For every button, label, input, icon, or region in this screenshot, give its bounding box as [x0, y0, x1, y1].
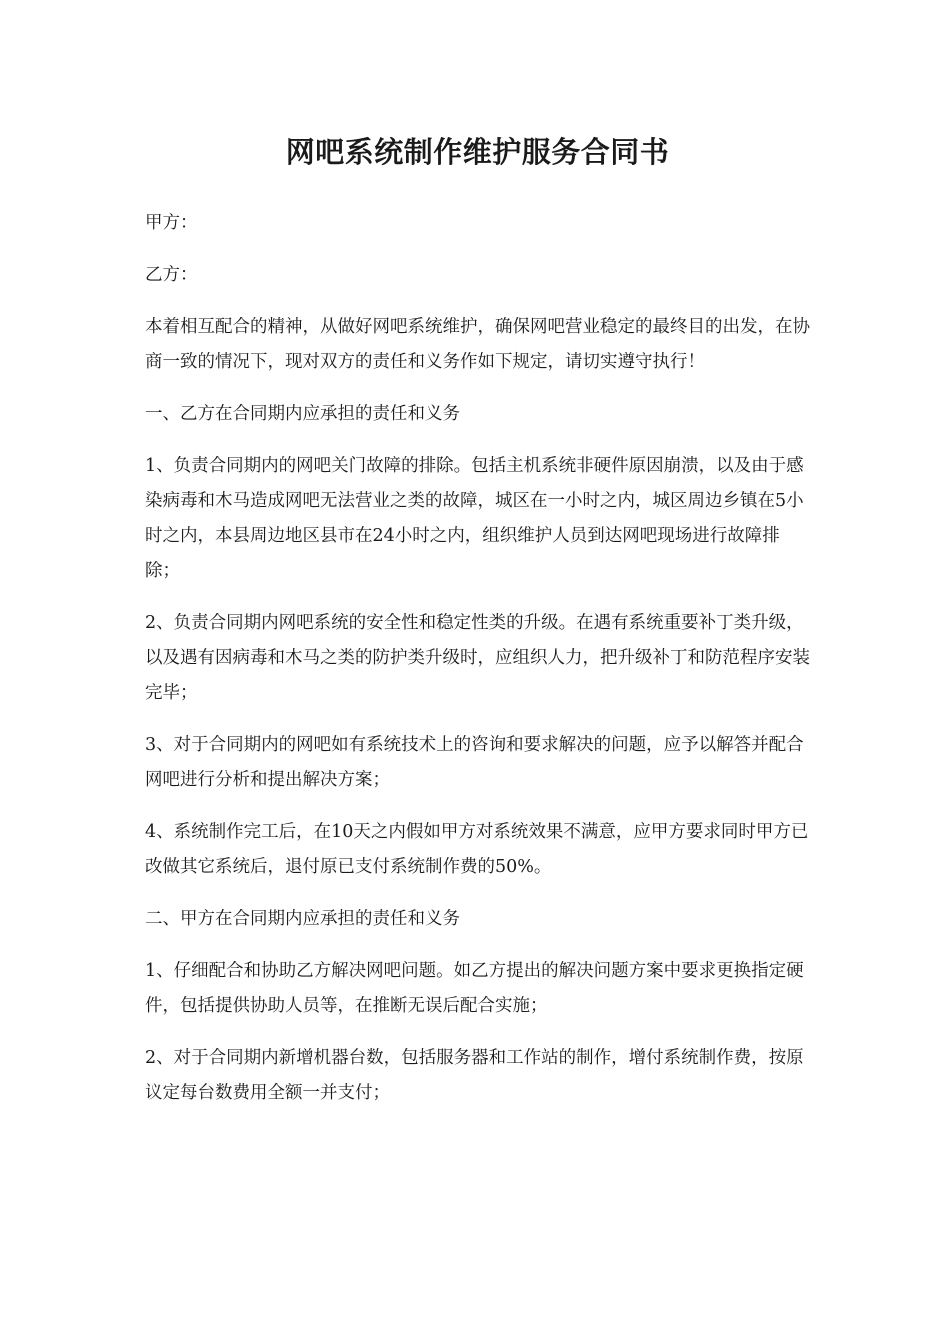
clause-2-2: 2、对于合同期内新增机器台数，包括服务器和工作站的制作，增付系统制作费，按原议定每台数费用全额一并支付；: [145, 1048, 804, 1103]
clause-2-1: 1、仔细配合和协助乙方解决网吧问题。如乙方提出的解决问题方案中要求更换指定硬件，包括提供协助人员等，在推断无误后配合实施；: [145, 961, 804, 1016]
section-heading-1: 一、乙方在合同期内应承担的责任和义务: [145, 404, 460, 424]
clause-1-1: 1、负责合同期内的网吧关门故障的排除。包括主机系统非硬件原因崩溃，以及由于感染病毒和木马造成网吧无法营业之类的故障，城区在一小时之内，城区周边乡镇在5小时之内，本县周边地区县市在24小时之内，组织维护人员到达网吧现场进行故障排除；: [145, 456, 804, 581]
clause-1-3: 3、对于合同期内的网吧如有系统技术上的咨询和要求解决的问题，应予以解答并配合网吧进行分析和提出解决方案；: [145, 735, 804, 790]
party-b-line: 乙方：: [145, 265, 198, 285]
section-heading-2: 二、甲方在合同期内应承担的责任和义务: [145, 909, 460, 929]
clause-1-2: 2、负责合同期内网吧系统的安全性和稳定性类的升级。在遇有系统重要补丁类升级，以及遇有因病毒和木马之类的防护类升级时，应组织人力，把升级补丁和防范程序安装完毕；: [145, 613, 810, 703]
clause-1-4: 4、系统制作完工后，在10天之内假如甲方对系统效果不满意，应甲方要求同时甲方已改做其它系统后，退付原已支付系统制作费的50%。: [145, 822, 809, 877]
party-a-line: 甲方：: [145, 213, 198, 233]
preamble-paragraph: 本着相互配合的精神，从做好网吧系统维护，确保网吧营业稳定的最终目的出发，在协商一致的情况下，现对双方的责任和义务作如下规定，请切实遵守执行！: [145, 317, 810, 372]
document-title: 网吧系统制作维护服务合同书: [285, 135, 670, 169]
